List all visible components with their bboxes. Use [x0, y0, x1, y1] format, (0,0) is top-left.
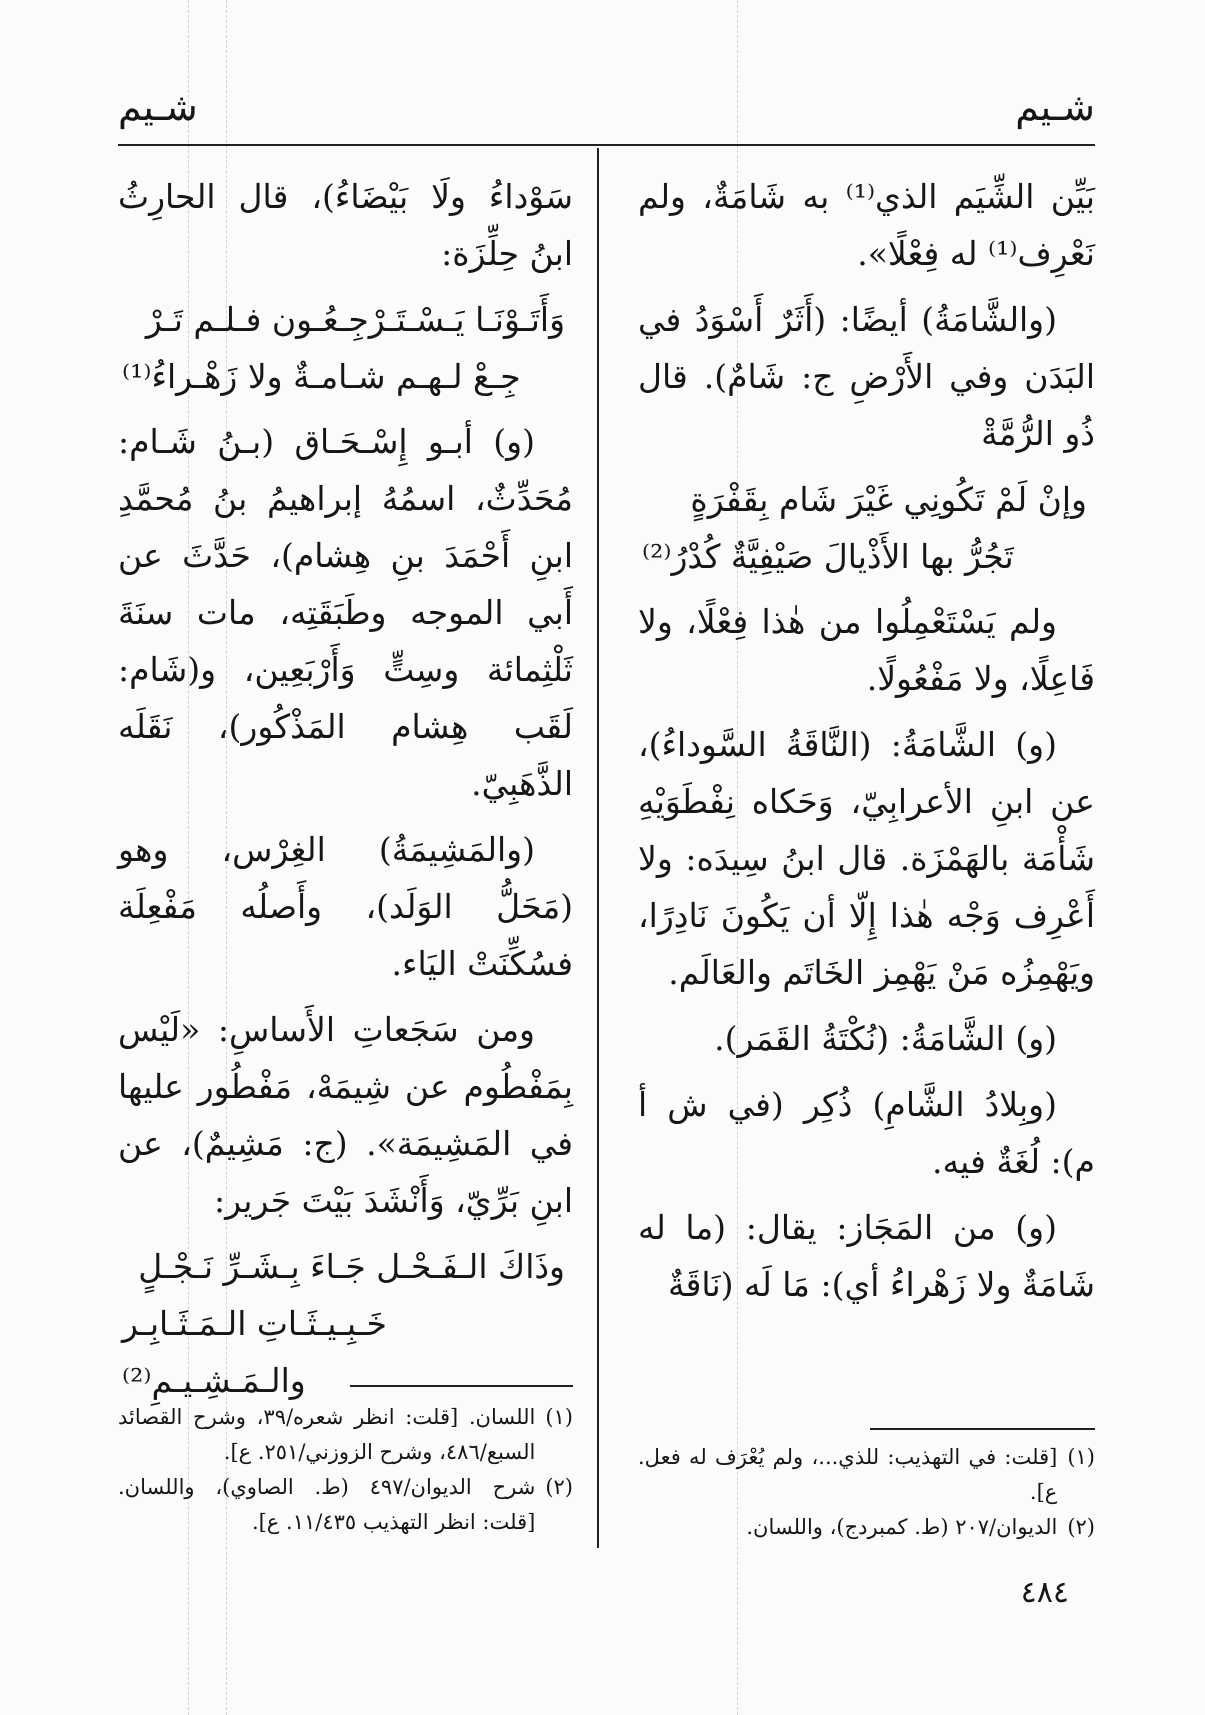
- paragraph: (وبِلادُ الشَّامِ) ذُكِر (في ش أ م): لُغَةٌ فيه.: [638, 1085, 1095, 1181]
- verse-hemistich: وَأَتَـوْنَـا يَـسْـتَـرْجِـعُـون فـلـم تَـرْ: [145, 300, 565, 339]
- paragraph: (و) من المَجَاز: يقال: (ما له شَامَةٌ ولا زَهْراءُ أي): مَا لَه (نَاقَةٌ: [638, 1208, 1095, 1304]
- paragraph: بَيِّن الشِّيَم الذي⁽¹⁾ به شَامَةٌ، ولم نَعْرِف⁽¹⁾ له فِعْلًا».: [638, 177, 1095, 273]
- right-column: [638, 168, 1095, 1322]
- paragraph: ولم يَسْتَعْمِلُوا من هٰذا فِعْلًا، ولا فَاعِلًا، ولا مَفْعُولًا.: [638, 602, 1095, 698]
- verse-hemistich: وإنْ لَمْ تَكُونِي غَيْرَ شَام بِقَفْرَةٍ: [690, 480, 1087, 519]
- verse: [638, 471, 1095, 585]
- footnote: [118, 1470, 573, 1540]
- verse-hemistich: تَجُرُّ بها الأَذْيالَ صَيْفِيَّةٌ كُدْرُ⁽²⁾: [642, 537, 1014, 576]
- footnote: [638, 1440, 1095, 1510]
- footnote-number: (١): [1067, 1445, 1095, 1469]
- footnote: [638, 1510, 1095, 1545]
- footnote-text: الديوان/٢٠٧ (ط. كمبردج)، واللسان.: [746, 1515, 1058, 1539]
- footnote-text: اللسان. [قلت: انظر شعره/٣٩، وشرح القصائد السبع/٤٨٦، وشرح الزوزني/٢٥١. ع].: [118, 1405, 536, 1464]
- paragraph: (و) أبـو إِسْـحَـاق (بـنُ شَـام: مُحَدِّثٌ، اسمُهُ إبراهيمُ بنُ مُحمَّدِ ابنِ أَحْمَدَ بنِ هِشام)، حَدَّثَ عن أَبي الموجه وطَبَقَتِه، مات سنَةَ ثَلْثِمائة وسِتٍّ وَأَرْبَعِين، و(شَام: لَقَب هِشام المَذْكُور)، نَقَلَه الذَّهَبِيّ.: [118, 422, 573, 803]
- verse: [118, 1238, 573, 1409]
- footnote-number: (١): [545, 1405, 573, 1429]
- paragraph: ومن سَجَعاتِ الأَساسِ: «لَيْس بِمَفْطُوم عن شِيمَهْ، مَفْطُور عليها في المَشِيمَة». (ج: مَشِيمٌ)، عن ابنِ بَرِّيّ، وَأَنْشَدَ بَيْتَ جَرير:: [118, 1010, 573, 1220]
- paragraph: (والمَشِيمَةُ) الغِرْس، وهو (مَحَلُّ الوَلَد)، وأَصلُه مَفْعِلَة فسُكِّنَتْ اليَاء.: [118, 830, 573, 983]
- paragraph: (و) الشَّامَةُ: (نُكْتَةُ القَمَر).: [714, 1019, 1057, 1058]
- paragraph: (و) الشَّامَةُ: (النَّاقَةُ السَّوداءُ)، عن ابنِ الأعرابِيّ، وَحَكاه نِفْطَوَيْهِ شَأْمَة بالهَمْزَة. قال ابنُ سِيدَه: ولا أَعْرِف وَجْه هٰذا إِلّا أن يَكُونَ نَادِرًا، ويَهْمِزُه مَنْ يَهْمِز الخَاتَم والعَالَم.: [638, 725, 1095, 992]
- footnote-rule: [350, 1385, 573, 1387]
- footnote-number: (٢): [1067, 1515, 1095, 1539]
- verse-hemistich: وذَاكَ الـفَـحْـل جَـاءَ بِـشَـرِّ نَـجْـلٍ: [138, 1247, 565, 1286]
- running-header-right: شـيم: [1015, 85, 1095, 129]
- footnote-text: [قلت: في التهذيب: للذي...، ولم يُعْرَف له فعل. ع].: [638, 1445, 1058, 1504]
- column-divider: [597, 148, 599, 1548]
- verse: [118, 291, 573, 405]
- verse-hemistich: خَـبِـيـثَـاتِ الـمَـثَـابِـر والـمَـشِـيـمِ⁽²⁾: [122, 1304, 387, 1400]
- running-header-left: شـيم: [118, 85, 198, 129]
- footnote-rule: [870, 1428, 1095, 1430]
- footnote: [118, 1400, 573, 1470]
- paragraph: سَوْداءُ ولَا بَيْضَاءُ)، قال الحارِثُ ابنُ حِلِّزَة:: [118, 177, 573, 273]
- footnotes-left: [118, 1400, 573, 1540]
- verse-hemistich: جِـعْ لـهـم شـامـةٌ ولا زَهْـراءُ⁽¹⁾: [122, 357, 521, 396]
- footnote-number: (٢): [545, 1475, 573, 1499]
- header-rule: [118, 144, 1095, 146]
- page-number: ٤٨٤: [1020, 1575, 1069, 1610]
- paragraph: (والشَّامَةُ) أيضًا: (أَثَرٌ أَسْوَدُ في البَدَن وفي الأَرْضِ ج: شَامٌ). قال ذُو الرُّمَّةْ: [638, 300, 1095, 453]
- left-column: [118, 168, 573, 1417]
- footnote-text: شرح الديوان/٤٩٧ (ط. الصاوي)، واللسان. [قلت: انظر التهذيب ١١/٤٣٥. ع].: [118, 1475, 536, 1534]
- footnotes-right: [638, 1440, 1095, 1545]
